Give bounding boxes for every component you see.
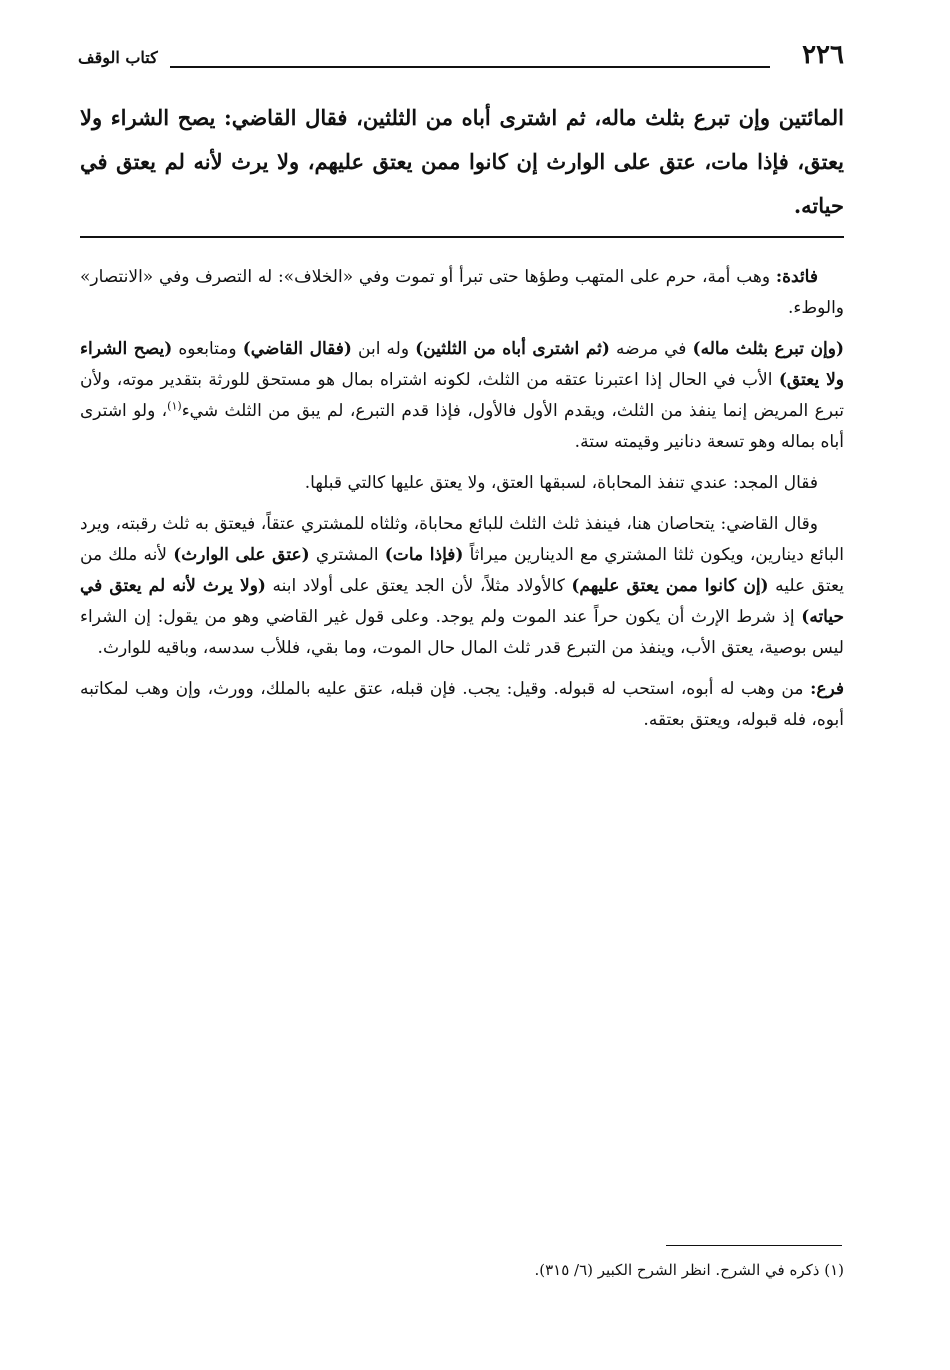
quote: (فإذا مات) [384,545,464,565]
commentary-text: الأب في الحال إذا اعتبرنا عتقه من الثلث، لكونه اشتراه بمال هو مستحق للورثة بتقدير موته، ولأن تبرع المريض إنما ينفذ من الثلث، ويقدم الأول فالأول، فإذا قدم التبرع، لم يبق من الثلث شيء [80,370,844,421]
commentary-text: لأنه ملك من يعتق عليه [80,545,844,596]
benefit-label: فائدة: [775,267,818,287]
quote: (يصح الشراء ولا يعتق) [80,339,845,390]
commentary-text: المشتري [309,545,385,565]
page-number: ٢٢٦ [802,40,844,70]
quote: (إن كانوا ممن يعتق عليهم) [571,576,769,596]
commentary-text: كالأولاد مثلاً، لأن الجد يعتق على أولاد ابنه [265,576,572,596]
commentary-text: في مرضه [609,339,693,359]
benefit-text: وهب أمة، حرم على المتهب وطؤها حتى تبرأ أو تموت وفي «الخلاف»: له التصرف وفي «الانتصار» والوطء. [80,267,844,318]
quote: (ثم اشترى أباه من الثلثين) [415,339,610,359]
commentary-text: ، ولو اشترى أباه بماله وهو تسعة دنانير وقيمته ستة. [80,401,844,452]
branch-paragraph [80,674,844,736]
main-text-separator [80,236,844,238]
commentary-text: وله ابن [351,339,416,359]
commentary-paragraph-2: فقال المجد: عندي تنفذ المحاباة، لسبقها العتق، ولا يعتق عليها كالتي قبلها. [304,473,818,493]
quote: (وإن تبرع بثلث ماله) [692,339,844,359]
quote: (فقال القاضي) [242,339,352,359]
commentary-text: إذ شرط الإرث أن يكون حراً عند الموت ولم يوجد. وعلى قول غير القاضي وهو من يقول: إن الشراء ليس بوصية، يعتق الأب، وينفذ من التبرع قدر ثلث المال حال الموت، وما بقي، فللأب سدسه، وباقيه للوارث. [80,607,844,658]
footnote-rule [666,1245,842,1246]
quote: (ولا يرث لأنه لم يعتق في حياته) [80,576,844,627]
footnote: (١) ذكره في الشرح. انظر الشرح الكبير (٦/ ٣١٥). [534,1261,844,1279]
page-header [78,38,844,78]
main-text: المائتين وإن تبرع بثلث ماله، ثم اشترى أباه من الثلثين، فقال القاضي: يصح الشراء ولا يعتق، فإذا مات، عتق على الوارث إن كانوا ممن يعتق عليهم، ولا يرث لأنه لم يعتق في حياته. [80,105,844,218]
branch-label: فرع: [810,679,844,699]
footnote-reference: (١) [167,399,182,413]
benefit-paragraph [80,262,844,324]
header-rule [170,66,770,68]
branch-text: من وهب له أبوه، استحب له قبوله. وقيل: يجب. فإن قبله، عتق عليه بالملك، وورث، وإن وهب لمكاتبه أبوه، فله قبوله، ويعتق بعتقه. [80,679,844,730]
commentary-paragraph-3 [80,509,844,664]
commentary [80,262,844,746]
commentary-text: وقال القاضي: يتحاصان هنا، فينفذ ثلث الثلث للبائع محاباة، وثلثاه للمشتري عتقاً، فيعتق به ثلث رقبته، ويرد البائع دينارين، ويكون ثلثا المشتري مع الدينارين ميراثاً [80,514,844,565]
commentary-paragraph-1 [80,334,844,458]
commentary-text: ومتابعوه [172,339,243,359]
running-title: كتاب الوقف [78,48,158,67]
quote: (عتق على الوارث) [173,545,310,565]
